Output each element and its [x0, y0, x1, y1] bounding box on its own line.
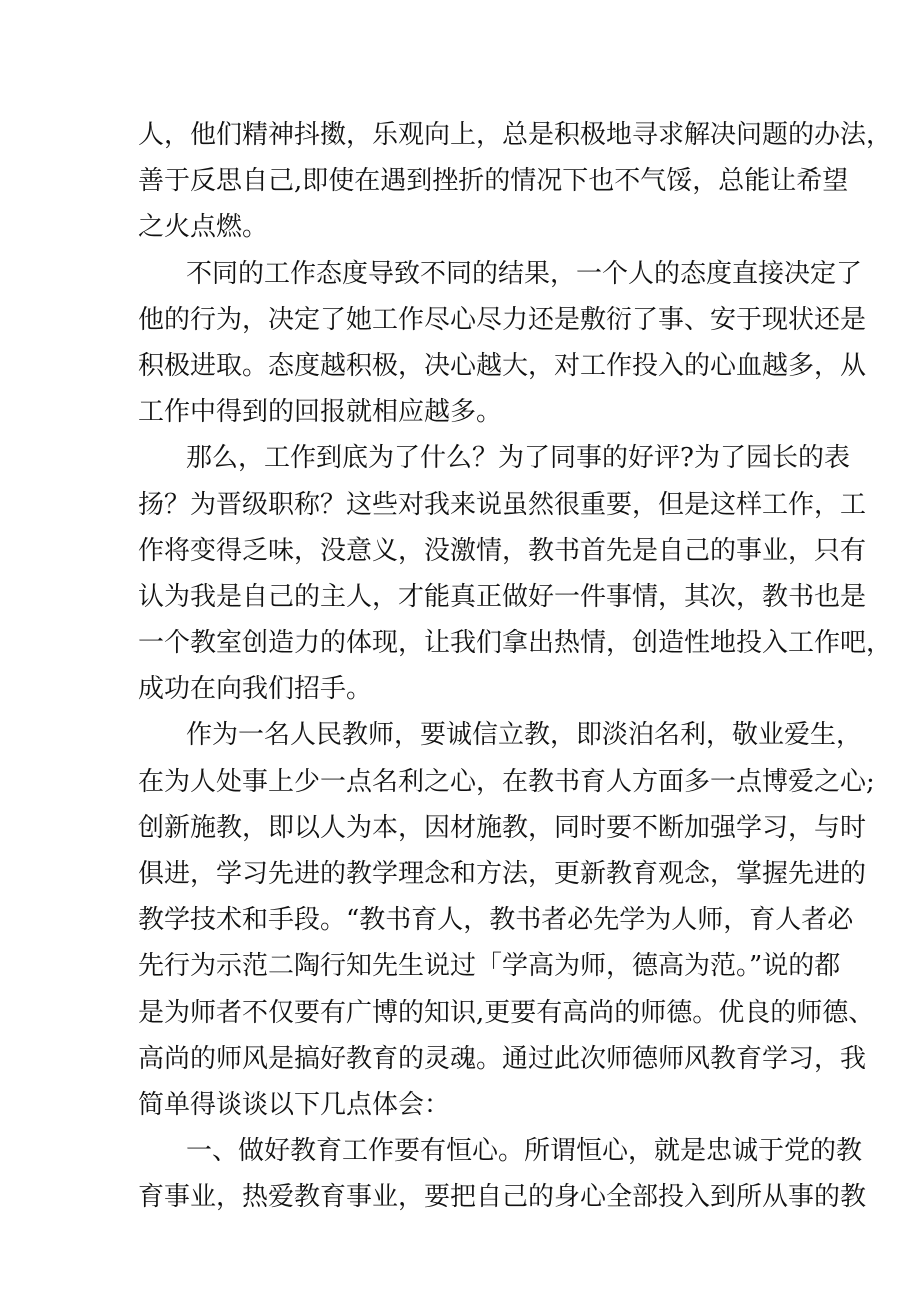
- paragraph-first-line: 一、做好教育工作要有恒心。所谓恒心，就是忠诚于党的教: [186, 1136, 863, 1167]
- text-line: 作将变得乏味，没意义，没激情，教书首先是自己的事业，只有: [138, 535, 867, 566]
- text-line: 人，他们精神抖擞，乐观向上，总是积极地寻求解决问题的办法，: [138, 120, 893, 150]
- text-line: 他的行为，决定了她工作尽心尽力还是敷衍了事、安于现状还是: [138, 304, 867, 335]
- text-line: 工作中得到的回报就相应越多。: [138, 397, 503, 428]
- text-line: 俱进，学习先进的教学理念和方法，更新教育观念，掌握先进的: [138, 859, 867, 889]
- text-line: 教学技术和手段。“教书育人，教书者必先学为人师，育人者必: [138, 905, 854, 936]
- paragraph-first-line: 作为一名人民教师，要诚信立教，即淡泊名利，敬业爱生，: [186, 720, 863, 751]
- paragraph-first-line: 那么，工作到底为了什么？为了同事的好评?为了园长的表: [186, 443, 850, 474]
- paragraph-first-line: 不同的工作态度导致不同的结果，一个人的态度直接决定了: [186, 258, 863, 289]
- text-line: 创新施教，即以人为本，因材施教，同时要不断加强学习，与时: [138, 812, 867, 843]
- text-line: 在为人处事上少一点名利之心，在教书育人方面多一点博爱之心;: [138, 766, 875, 797]
- text-line: 育事业，热爱教育事业，要把自己的身心全部投入到所从事的教: [138, 1182, 867, 1213]
- text-line: 之火点燃。: [138, 212, 269, 243]
- text-line: 扬？为晋级职称？这些对我来说虽然很重要，但是这样工作，工: [138, 489, 867, 520]
- text-line: 认为我是自己的主人，才能真正做好一件事情，其次，教书也是: [138, 581, 867, 612]
- text-line: 一个教室创造力的体现，让我们拿出热情，创造性地投入工作吧，: [138, 628, 893, 659]
- text-line: 积极进取。态度越积极，决心越大，对工作投入的心血越多，从: [138, 350, 867, 381]
- document-body: [138, 112, 893, 1221]
- text-line: 成功在向我们招手。: [138, 674, 373, 705]
- text-line: 是为师者不仅要有广博的知识,更要有高尚的师德。优良的师德、: [138, 997, 875, 1028]
- text-line: 善于反思自己,即使在遇到挫折的情况下也不气馁，总能让希望: [138, 166, 849, 197]
- text-line: 简单得谈谈以下几点体会：: [138, 1089, 451, 1120]
- text-line: 先行为示范二陶行知先生说过「学高为师，德高为范。”说的都: [138, 951, 841, 982]
- text-line: 高尚的师风是搞好教育的灵魂。通过此次师德师风教育学习，我: [138, 1043, 867, 1074]
